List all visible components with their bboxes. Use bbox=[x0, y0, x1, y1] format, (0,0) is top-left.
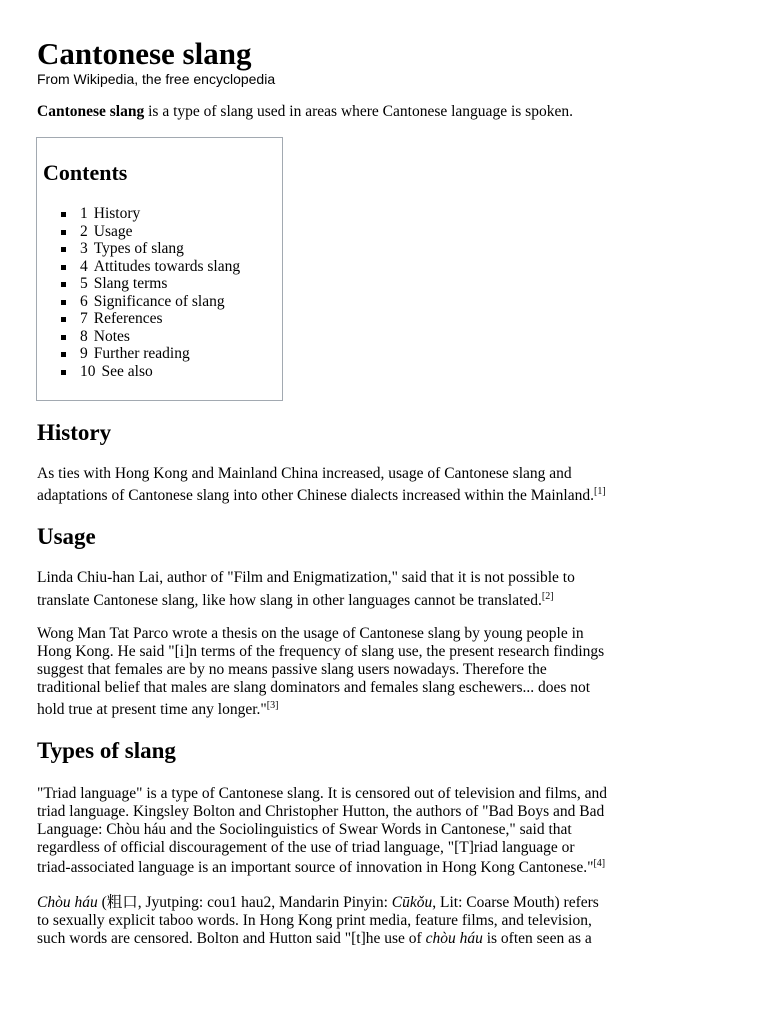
toc-title: Contents bbox=[43, 160, 128, 185]
lead-text: is a type of slang used in areas where Cantonese language is spoken. bbox=[144, 103, 573, 120]
toc-item-types-of-slang[interactable]: 3 Types of slang bbox=[80, 240, 240, 258]
bullet-icon bbox=[61, 335, 66, 340]
toc-item-history[interactable]: 1 History bbox=[80, 205, 240, 223]
section-heading-types-of-slang: Types of slang bbox=[37, 738, 176, 763]
toc-item-significance[interactable]: 6 Significance of slang bbox=[80, 293, 240, 311]
bullet-icon bbox=[61, 370, 66, 375]
page-title: Cantonese slang bbox=[37, 36, 252, 71]
bullet-icon bbox=[61, 230, 66, 235]
toc-item-slang-terms[interactable]: 5 Slang terms bbox=[80, 275, 240, 293]
table-of-contents bbox=[36, 137, 283, 401]
usage-paragraph-2: Wong Man Tat Parco wrote a thesis on the usage of Cantonese slang by young people in Hong Kong. He said "[i]n terms of the frequency of slang use, the present research findings suggest that females are by no means passive slang users nowadays. Therefore the traditional belief that males are slang dominators and females slang eschewers... does not hold true at present time any longer."[3] bbox=[37, 625, 605, 718]
types-paragraph-1: "Triad language" is a type of Cantonese slang. It is censored out of television and films, and triad language. Kingsley Bolton and Christopher Hutton, the authors of "Bad Boys and Bad Language: Chòu háu and the Sociolinguistics of Swear Words in Cantonese," said that regardless of official discouragement of the use of triad language, "[T]riad language or triad-associated language is an important source of innovation in Hong Kong Cantonese."[4] bbox=[37, 785, 607, 876]
citation-link[interactable]: [4] bbox=[593, 857, 606, 869]
toc-item-usage[interactable]: 2 Usage bbox=[80, 223, 240, 241]
toc-list bbox=[80, 205, 240, 380]
toc-item-notes[interactable]: 8 Notes bbox=[80, 328, 240, 346]
bullet-icon bbox=[61, 265, 66, 270]
citation-link[interactable]: [3] bbox=[266, 699, 279, 711]
types-paragraph-2: Chòu háu (粗口, Jyutping: cou1 hau2, Mandarin Pinyin: Cūkǒu, Lit: Coarse Mouth) refers to sexually explicit taboo words. In Hong Kong print media, feature films, and television, such words are censored. Bolton and Hutton said "[t]he use of chòu háu is often seen as a bbox=[37, 894, 599, 947]
usage-paragraph-1: Linda Chiu-han Lai, author of "Film and Enigmatization," said that it is not possible to translate Cantonese slang, like how slang in other languages cannot be translated.[2] bbox=[37, 569, 575, 609]
section-heading-history: History bbox=[37, 420, 112, 445]
bullet-icon bbox=[61, 317, 66, 322]
site-tagline: From Wikipedia, the free encyclopedia bbox=[37, 71, 276, 87]
bullet-icon bbox=[61, 282, 66, 287]
toc-item-see-also[interactable]: 10 See also bbox=[80, 363, 240, 381]
history-paragraph: As ties with Hong Kong and Mainland China increased, usage of Cantonese slang and adaptations of Cantonese slang into other Chinese dialects increased within the Mainland.[1] bbox=[37, 465, 606, 504]
bullet-icon bbox=[61, 212, 66, 217]
bullet-icon bbox=[61, 247, 66, 252]
bullet-icon bbox=[61, 300, 66, 305]
bullet-icon bbox=[61, 352, 66, 357]
lead-bold-term: Cantonese slang bbox=[37, 103, 145, 120]
toc-item-references[interactable]: 7 References bbox=[80, 310, 240, 328]
lead-paragraph bbox=[37, 103, 573, 121]
section-heading-usage: Usage bbox=[37, 524, 96, 549]
toc-item-further-reading[interactable]: 9 Further reading bbox=[80, 345, 240, 363]
toc-item-attitudes[interactable]: 4 Attitudes towards slang bbox=[80, 258, 240, 276]
citation-link[interactable]: [2] bbox=[541, 590, 554, 602]
citation-link[interactable]: [1] bbox=[594, 485, 606, 497]
